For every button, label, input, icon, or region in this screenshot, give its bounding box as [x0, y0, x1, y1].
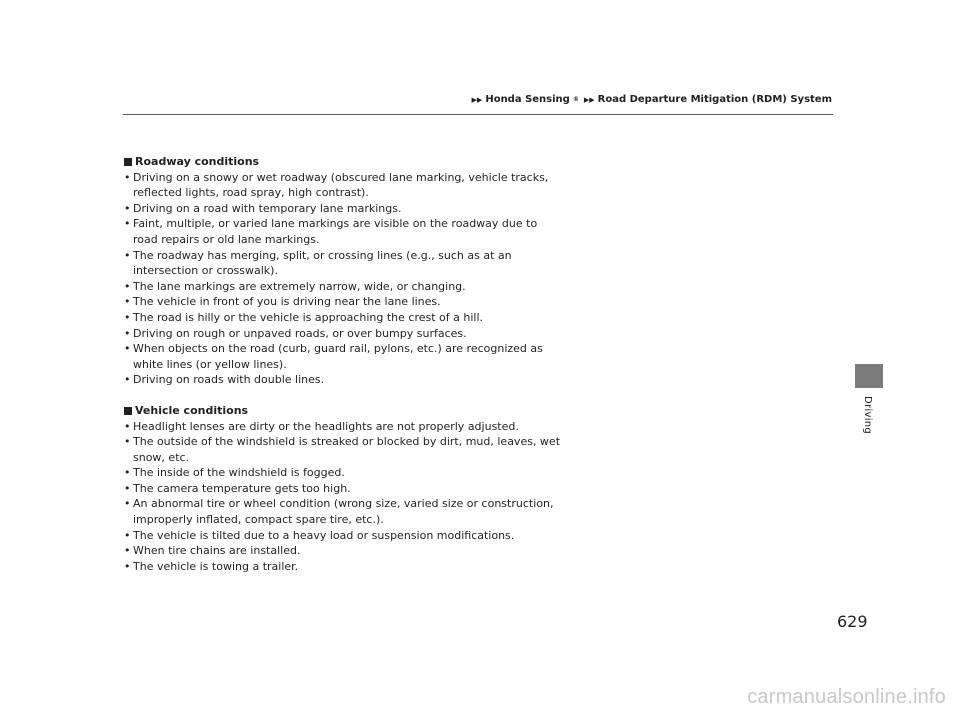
- breadcrumb-parent: Honda Sensing: [485, 94, 570, 105]
- triangle-right-icon: ▶▶: [471, 95, 483, 104]
- list-item: • The vehicle is tilted due to a heavy load or suspension modifications.: [124, 528, 564, 544]
- list-item: • The vehicle is towing a trailer.: [124, 559, 564, 575]
- list-item: • Driving on roads with double lines.: [124, 372, 564, 388]
- square-bullet-icon: [124, 407, 132, 415]
- section-gap: [124, 388, 564, 403]
- content: [124, 154, 564, 574]
- list-item: • An abnormal tire or wheel condition (wrong size, varied size or construction, improperly inflated, compact spare tire, etc.).: [124, 496, 564, 527]
- chapter-label: Driving: [862, 396, 873, 435]
- list-item: • The outside of the windshield is streaked or blocked by dirt, mud, leaves, wet snow, etc.: [124, 434, 564, 465]
- list-item: • The road is hilly or the vehicle is approaching the crest of a hill.: [124, 310, 564, 326]
- header-rule: [123, 114, 833, 115]
- watermark: carmanualsonline.info: [747, 686, 946, 708]
- list-item: • Faint, multiple, or varied lane markings are visible on the roadway due to road repairs or old lane markings.: [124, 216, 564, 247]
- list-item: • Driving on rough or unpaved roads, or over bumpy surfaces.: [124, 326, 564, 342]
- triangle-right-icon: ▶▶: [583, 95, 595, 104]
- section-title-vehicle: [124, 403, 564, 419]
- section-title-roadway: [124, 154, 564, 170]
- list-item: • When objects on the road (curb, guard rail, pylons, etc.) are recognized as white lines (or yellow lines).: [124, 341, 564, 372]
- square-bullet-icon: [124, 158, 132, 166]
- list-item: • Headlight lenses are dirty or the headlights are not properly adjusted.: [124, 419, 564, 435]
- list-item: • The camera temperature gets too high.: [124, 481, 564, 497]
- section-title-text: Roadway conditions: [135, 155, 260, 168]
- list-item: • The vehicle in front of you is driving near the lane lines.: [124, 294, 564, 310]
- list-item: • When tire chains are installed.: [124, 543, 564, 559]
- page-number: 629: [837, 612, 868, 631]
- list-item: • The lane markings are extremely narrow, wide, or changing.: [124, 279, 564, 295]
- roadway-list: [124, 170, 564, 388]
- chapter-tab: [855, 364, 883, 388]
- list-item: • The inside of the windshield is fogged.: [124, 465, 564, 481]
- breadcrumb-current: Road Departure Mitigation (RDM) System: [597, 94, 832, 105]
- section-title-text: Vehicle conditions: [135, 403, 249, 417]
- list-item: • The roadway has merging, split, or crossing lines (e.g., such as at an intersection or crosswalk).: [124, 248, 564, 279]
- list-item: • Driving on a snowy or wet roadway (obscured lane marking, vehicle tracks, reflected lights, road spray, high contrast).: [124, 170, 564, 201]
- breadcrumb: [472, 94, 832, 105]
- registered-mark: ®: [572, 96, 579, 103]
- vehicle-list: [124, 419, 564, 575]
- list-item: • Driving on a road with temporary lane markings.: [124, 201, 564, 217]
